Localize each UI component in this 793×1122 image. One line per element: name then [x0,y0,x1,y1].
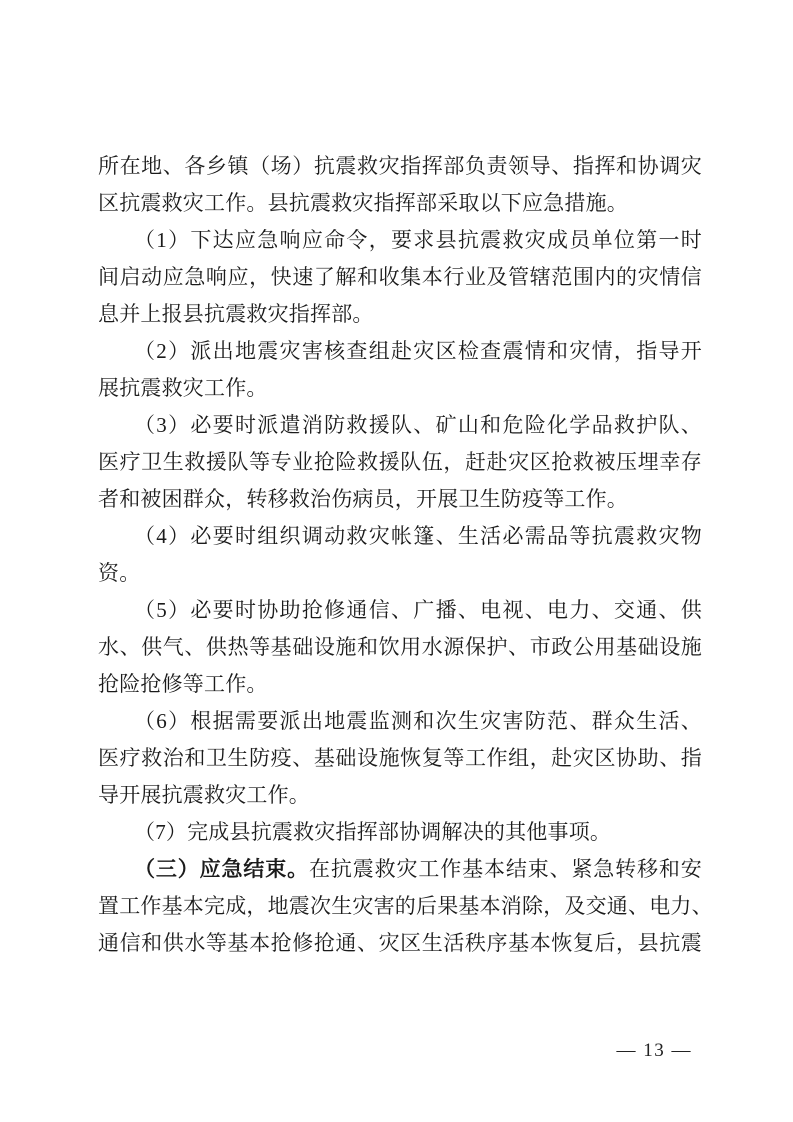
text-line: 者和被困群众，转移救治伤病员，开展卫生防疫等工作。 [98,487,628,511]
text-line: 区抗震救灾工作。县抗震救灾指挥部采取以下应急措施。 [98,191,628,215]
text-line: 抢险抢修等工作。 [98,672,268,696]
text-line: 息并上报县抗震救灾指挥部。 [98,302,374,326]
text-line: （三）应急结束。在抗震救灾工作基本结束、紧急转移和安 [134,857,702,881]
text-line: 资。 [98,561,141,585]
paragraph [98,148,702,222]
text-line: （3）必要时派遣消防救援队、矿山和危险化学品救护队、 [134,413,702,437]
paragraph [98,703,702,814]
paragraph [98,222,702,333]
text-line: 医疗救治和卫生防疫、基础设施恢复等工作组，赴灾区协助、指 [98,746,702,770]
text-line: （1）下达应急响应命令，要求县抗震救灾成员单位第一时 [134,228,702,252]
bold-section-heading: （三）应急结束。 [134,857,309,881]
paragraph [98,814,702,851]
paragraph [98,518,702,592]
text-line: （2）派出地震灾害核查组赴灾区检查震情和灾情，指导开 [134,339,702,363]
page-number: — 13 — [616,1040,692,1061]
document-body [98,148,713,962]
text-line: 通信和供水等基本抢修抢通、灾区生活秩序基本恢复后，县抗震 [98,931,702,955]
text-line: 所在地、各乡镇（场）抗震救灾指挥部负责领导、指挥和协调灾 [98,154,702,178]
text-line: （4）必要时组织调动救灾帐篷、生活必需品等抗震救灾物 [134,524,702,548]
text-line: （7）完成县抗震救灾指挥部协调解决的其他事项。 [134,820,612,844]
text-line: 间启动应急响应，快速了解和收集本行业及管辖范围内的灾情信 [98,265,702,289]
paragraph [98,851,713,962]
text-line: （5）必要时协助抢修通信、广播、电视、电力、交通、供 [134,598,702,622]
text-line: 导开展抗震救灾工作。 [98,783,310,807]
paragraph [98,407,702,518]
text-line: （6）根据需要派出地震监测和次生灾害防范、群众生活、 [134,709,702,733]
text-line: 展抗震救灾工作。 [98,376,268,400]
paragraph [98,333,702,407]
text-line: 水、供气、供热等基础设施和饮用水源保护、市政公用基础设施 [98,635,702,659]
paragraph [98,592,702,703]
text-line: 医疗卫生救援队等专业抢险救援队伍，赶赴灾区抢救被压埋幸存 [98,450,702,474]
text-line: 置工作基本完成，地震次生灾害的后果基本消除，及交通、电力、 [98,894,713,918]
